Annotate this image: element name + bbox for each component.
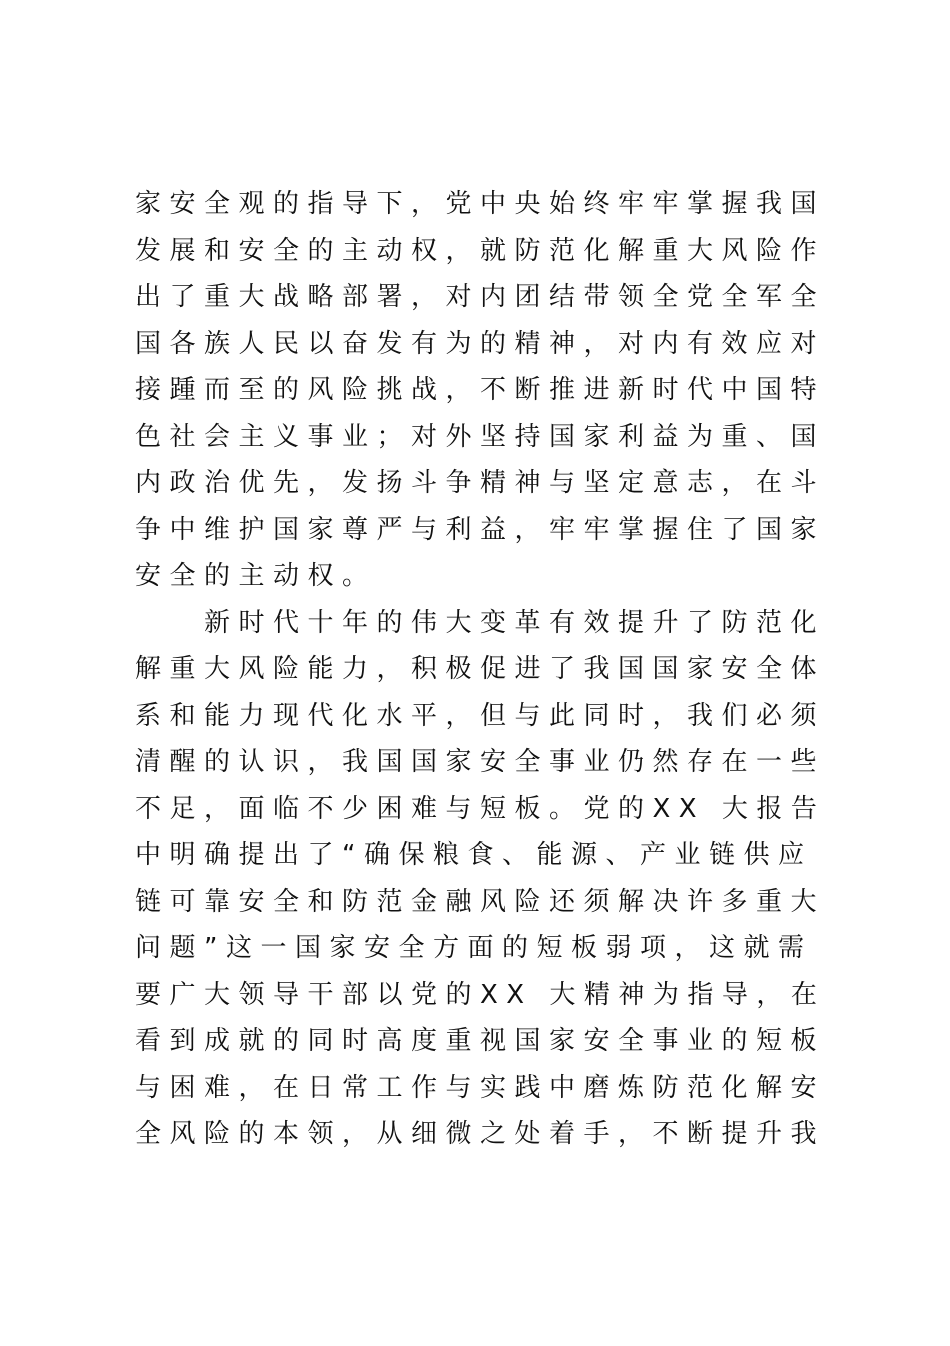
text-line: 不足，面临不少困难与短板。党的XX 大报告 [135, 793, 826, 824]
text-line: 看到成就的同时高度重视国家安全事业的短板 [135, 1026, 826, 1056]
text-line: 国各族人民以奋发有为的精神，对内有效应对 [135, 328, 826, 359]
body-text [135, 181, 825, 1158]
text-line: 出了重大战略部署，对内团结带领全党全军全 [135, 282, 826, 312]
text-line: 清醒的认识，我国国家安全事业仍然存在一些 [135, 747, 826, 777]
text-line: 发展和安全的主动权，就防范化解重大风险作 [135, 235, 826, 266]
text-line: 争中维护国家尊严与利益，牢牢掌握住了国家 [135, 514, 826, 545]
text-line: 色社会主义事业；对外坚持国家利益为重、国 [135, 421, 826, 452]
text-line: 新时代十年的伟大变革有效提升了防范化 [135, 607, 826, 638]
text-line: 与困难，在日常工作与实践中磨炼防范化解安 [135, 1072, 826, 1103]
text-line: 链可靠安全和防范金融风险还须解决许多重大 [135, 886, 826, 917]
text-line: 问题”这一国家安全方面的短板弱项，这就需 [135, 933, 813, 963]
text-line: 中明确提出了“确保粮食、能源、产业链供应 [135, 840, 813, 870]
text-line: 要广大领导干部以党的XX 大精神为指导，在 [135, 979, 826, 1010]
text-line: 系和能力现代化水平，但与此同时，我们必须 [135, 700, 826, 731]
text-line: 安全的主动权。 [135, 561, 377, 591]
text-line: 家安全观的指导下，党中央始终牢牢掌握我国 [135, 189, 826, 219]
text-line: 内政治优先，发扬斗争精神与坚定意志，在斗 [135, 468, 826, 498]
text-line: 接踵而至的风险挑战，不断推进新时代中国特 [135, 375, 826, 405]
text-line: 全风险的本领，从细微之处着手，不断提升我 [135, 1119, 826, 1149]
text-line: 解重大风险能力，积极促进了我国国家安全体 [135, 654, 826, 684]
